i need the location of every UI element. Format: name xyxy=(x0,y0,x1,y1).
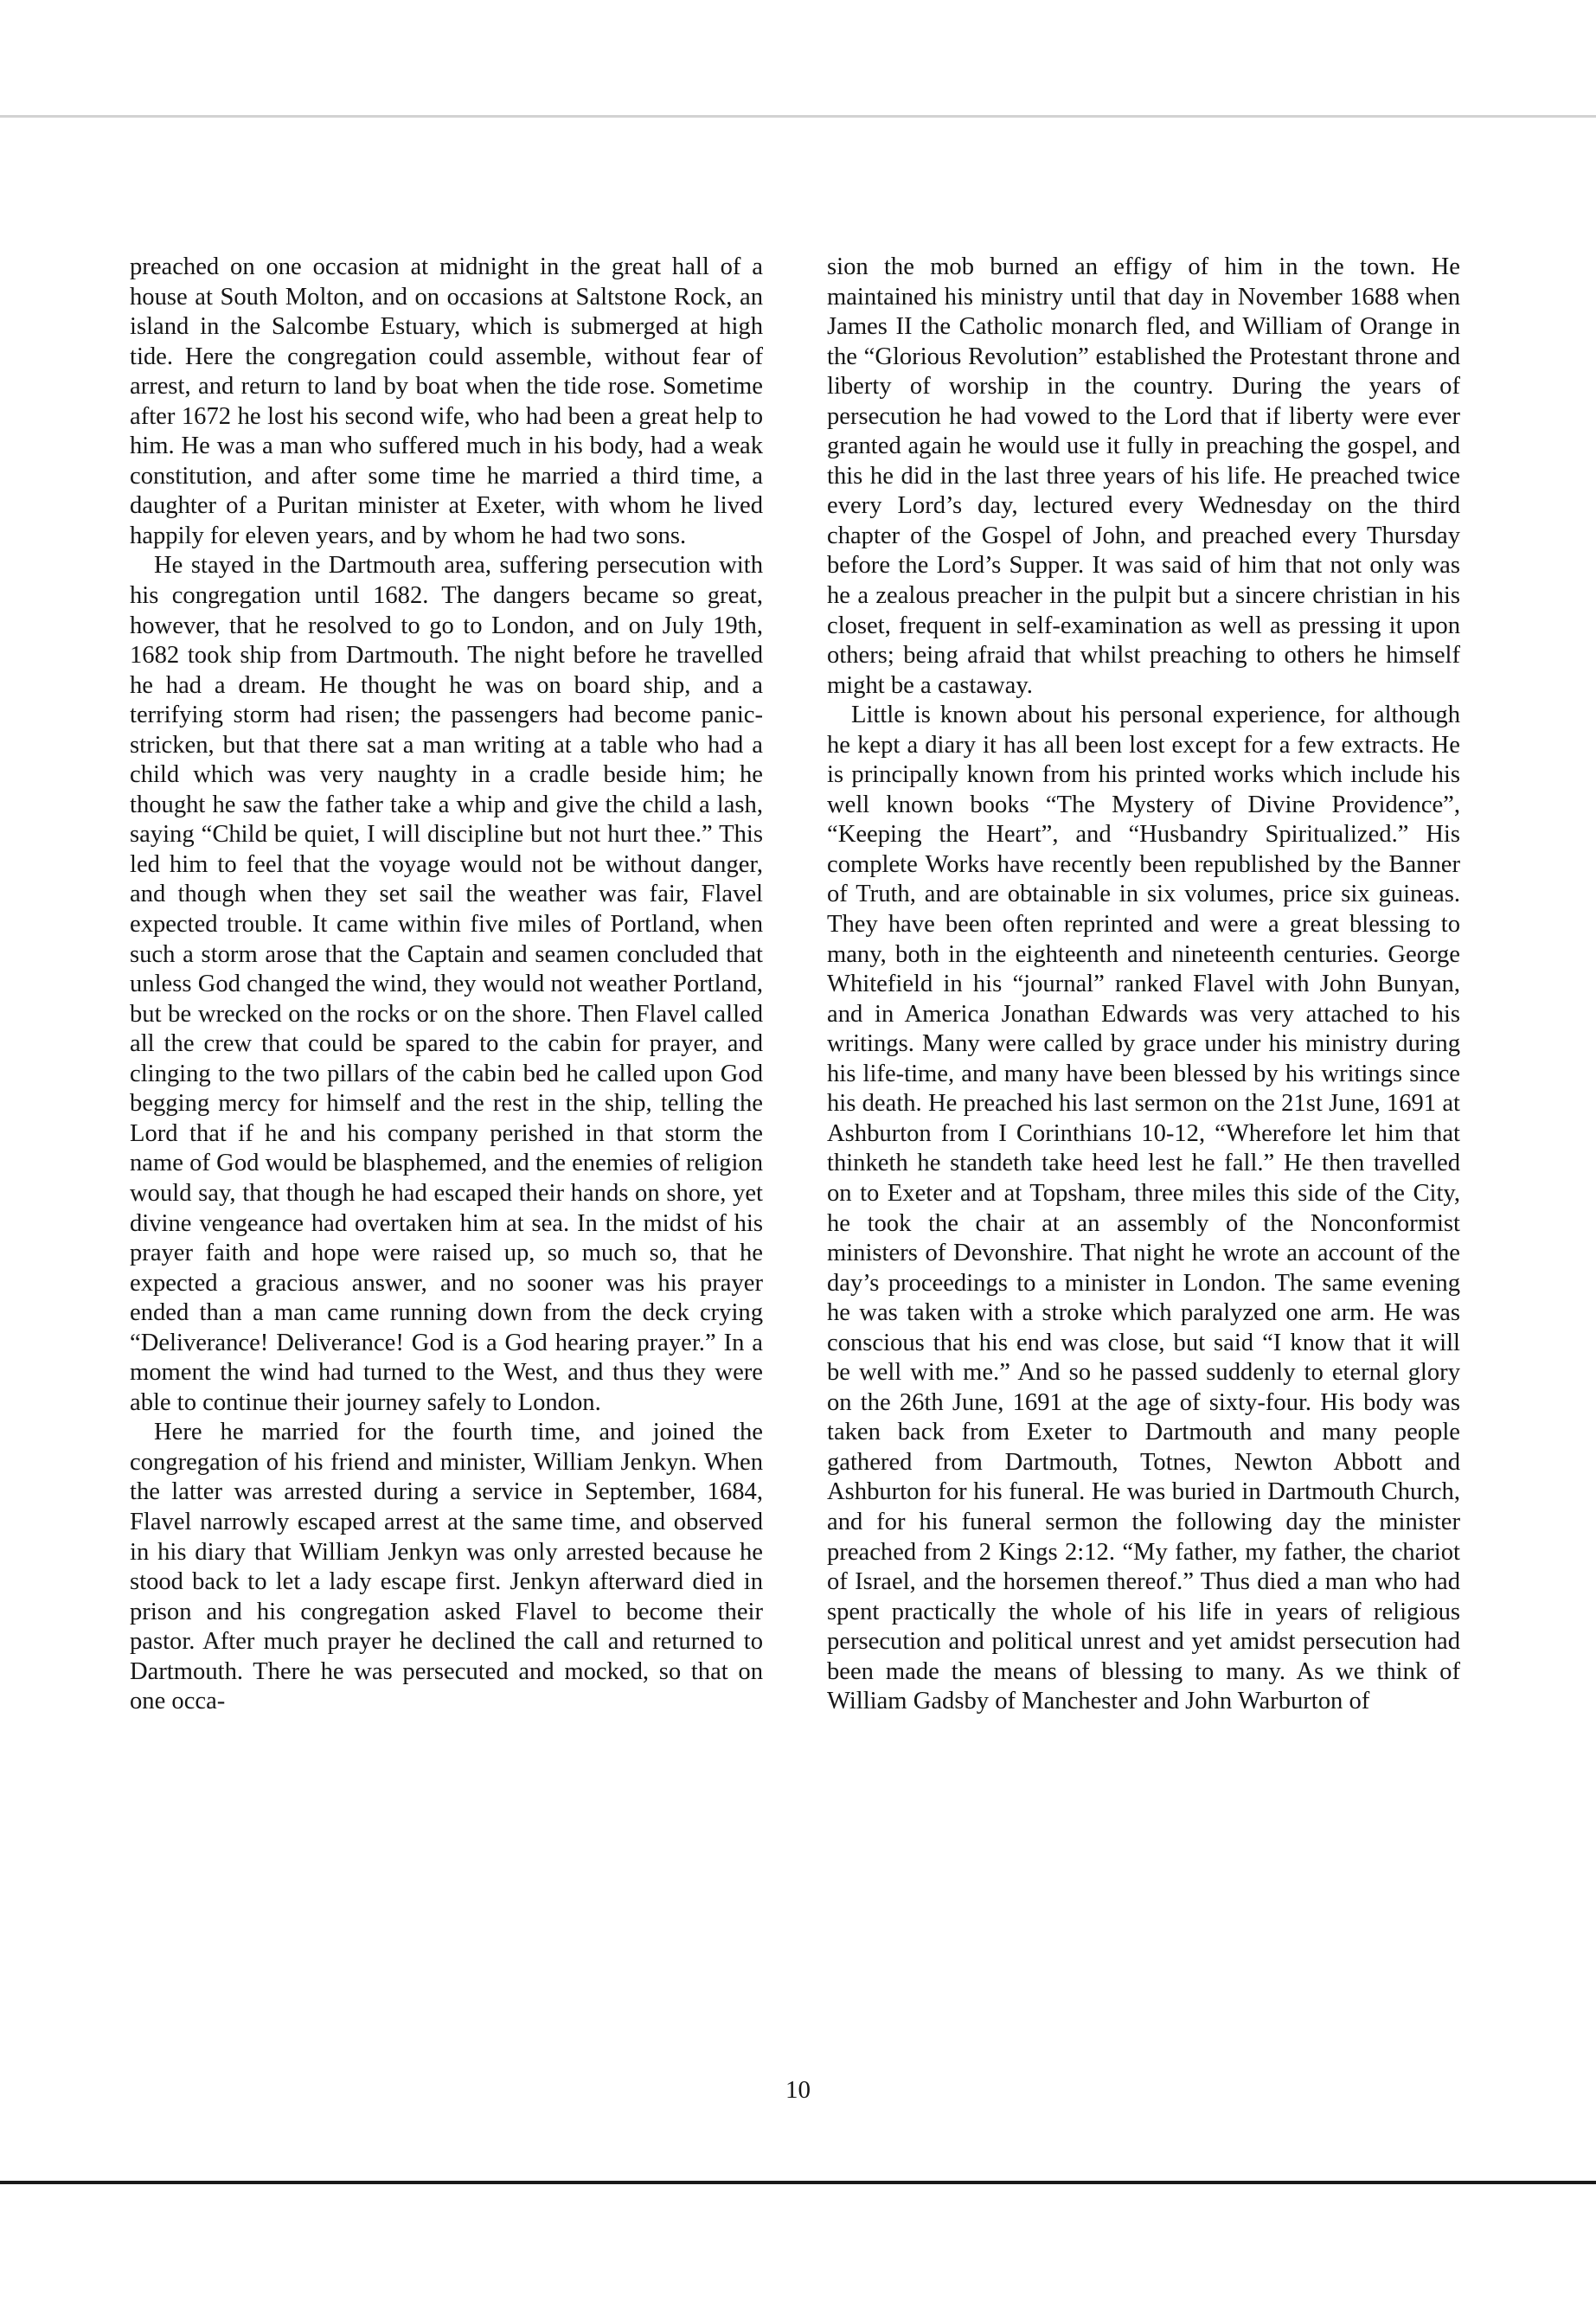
paragraph-left-1: preached on one occasion at midnight in the great hall of a house at South Molton, and on occasions at Saltstone Rock, an island in the Salcombe Estuary, which is submerged at high tide. Here the congregation could assemble, without fear of arrest, and return to land by boat when the tide rose. Sometime after 1672 he lost his second wife, who had been a great help to him. He was a man who suffered much in his body, had a weak constitution, and after some time he married a third time, a daughter of a Puritan minister at Exeter, with whom he lived happily for eleven years, and by whom he had two sons. xyxy=(130,253,763,549)
right-text-column xyxy=(827,253,1460,1717)
paragraph-right-2: Little is known about his personal experience, for although he kept a diary it has all been lost except for a few extracts. He is principally known from his printed works which include his well known books “The Mystery of Divine Providence”, “Keeping the Heart”, and “Husbandry Spiritualized.” His complete Works have recently been republished by the Banner of Truth, and are obtainable in six volumes, price six guineas. They have been often reprinted and were a great blessing to many, both in the eighteenth and nineteenth centuries. George Whitefield in his “journal” ranked Flavel with John Bunyan, and in America Jonathan Edwards was very attached to his writings. Many were called by grace under his ministry during his life-time, and many have been blessed by his writings since his death. He preached his last sermon on the 21st June, 1691 at Ashburton from I Corinthians 10-12, “Wherefore let him that thinketh he standeth take heed lest he fall.” He then travelled on to Exeter and at Topsham, three miles this side of the City, he took the chair at an assembly of the Nonconformist ministers of Devonshire. That night he wrote an account of the day’s proceedings to a minister in London. The same evening he was taken with a stroke which paralyzed one arm. He was conscious that his end was close, but said “I know that it will be well with me.” And so he passed suddenly to eternal glory on the 26th June, 1691 at the age of sixty-four. His body was taken back from Exeter to Dartmouth and many people gathered from Dartmouth, Totnes, Newton Abbott and Ashburton for his funeral. He was buried in Dartmouth Church, and for his funeral sermon the following day the minister preached from 2 Kings 2:12. “My father, my father, the chariot of Israel, and the horsemen thereof.” Thus died a man who had spent practically the whole of his life in years of religious persecution and political unrest and yet amidst persecution had been made the means of blessing to many. As we think of William Gadsby of Manchester and John Warburton of xyxy=(827,702,1460,1715)
top-edge-line xyxy=(0,115,1596,118)
bottom-edge-line xyxy=(0,2181,1596,2184)
page-number: 10 xyxy=(785,2076,811,2104)
left-text-column xyxy=(130,253,763,1717)
paragraph-right-1: sion the mob burned an effigy of him in the town. He maintained his ministry until that day in November 1688 when James II the Catholic monarch fled, and William of Orange in the “Glorious Revolution” established the Protestant throne and liberty of worship in the country. During the years of persecution he had vowed to the Lord that if liberty were ever granted again he would use it fully in preaching the gospel, and this he did in the last three years of his life. He preached twice every Lord’s day, lectured every Wednesday on the third chapter of the Gospel of John, and preached every Thursday before the Lord’s Supper. It was said of him that not only was he a zealous preacher in the pulpit but a sincere christian in his closet, frequent in self-examination as well as pressing it upon others; being afraid that whilst preaching to others he himself might be a castaway. xyxy=(827,253,1460,699)
paragraph-left-3: Here he married for the fourth time, and joined the congregation of his friend and minister, William Jenkyn. When the latter was arrested during a service in September, 1684, Flavel narrowly escaped arrest at the same time, and observed in his diary that William Jenkyn was only arrested because he stood back to let a lady escape first. Jenkyn afterward died in prison and his congregation asked Flavel to become their pastor. After much prayer he declined the call and returned to Dartmouth. There he was persecuted and mocked, so that on one occa- xyxy=(130,1419,763,1715)
paragraph-left-2: He stayed in the Dartmouth area, suffering persecution with his congregation until 1682. The dangers became so great, however, that he resolved to go to London, and on July 19th, 1682 took ship from Dartmouth. The night before he travelled he had a dream. He thought he was on board ship, and a terrifying storm had risen; the passengers had become panic-stricken, but that there sat a man writing at a table who had a child which was very naughty in a cradle beside him; he thought he saw the father take a whip and give the child a lash, saying “Child be quiet, I will discipline but not hurt thee.” This led him to feel that the voyage would not be without danger, and though when they set sail the weather was fair, Flavel expected trouble. It came within five miles of Portland, when such a storm arose that the Captain and seamen concluded that unless God changed the wind, they would not weather Portland, but be wrecked on the rocks or on the shore. Then Flavel called all the crew that could be spared to the cabin for prayer, and clinging to the two pillars of the cabin bed he called upon God begging mercy for himself and the rest in the ship, telling the Lord that if he and his company perished in that storm the name of God would be blasphemed, and the enemies of religion would say, that though he had escaped their hands on shore, yet divine vengeance had overtaken him at sea. In the midst of his prayer faith and hope were raised up, so much so, that he expected a gracious answer, and no sooner was his prayer ended than a man came running down from the deck crying “Deliverance! Deliverance! God is a God hearing prayer.” In a moment the wind had turned to the West, and thus they were able to continue their journey safely to London. xyxy=(130,552,763,1416)
